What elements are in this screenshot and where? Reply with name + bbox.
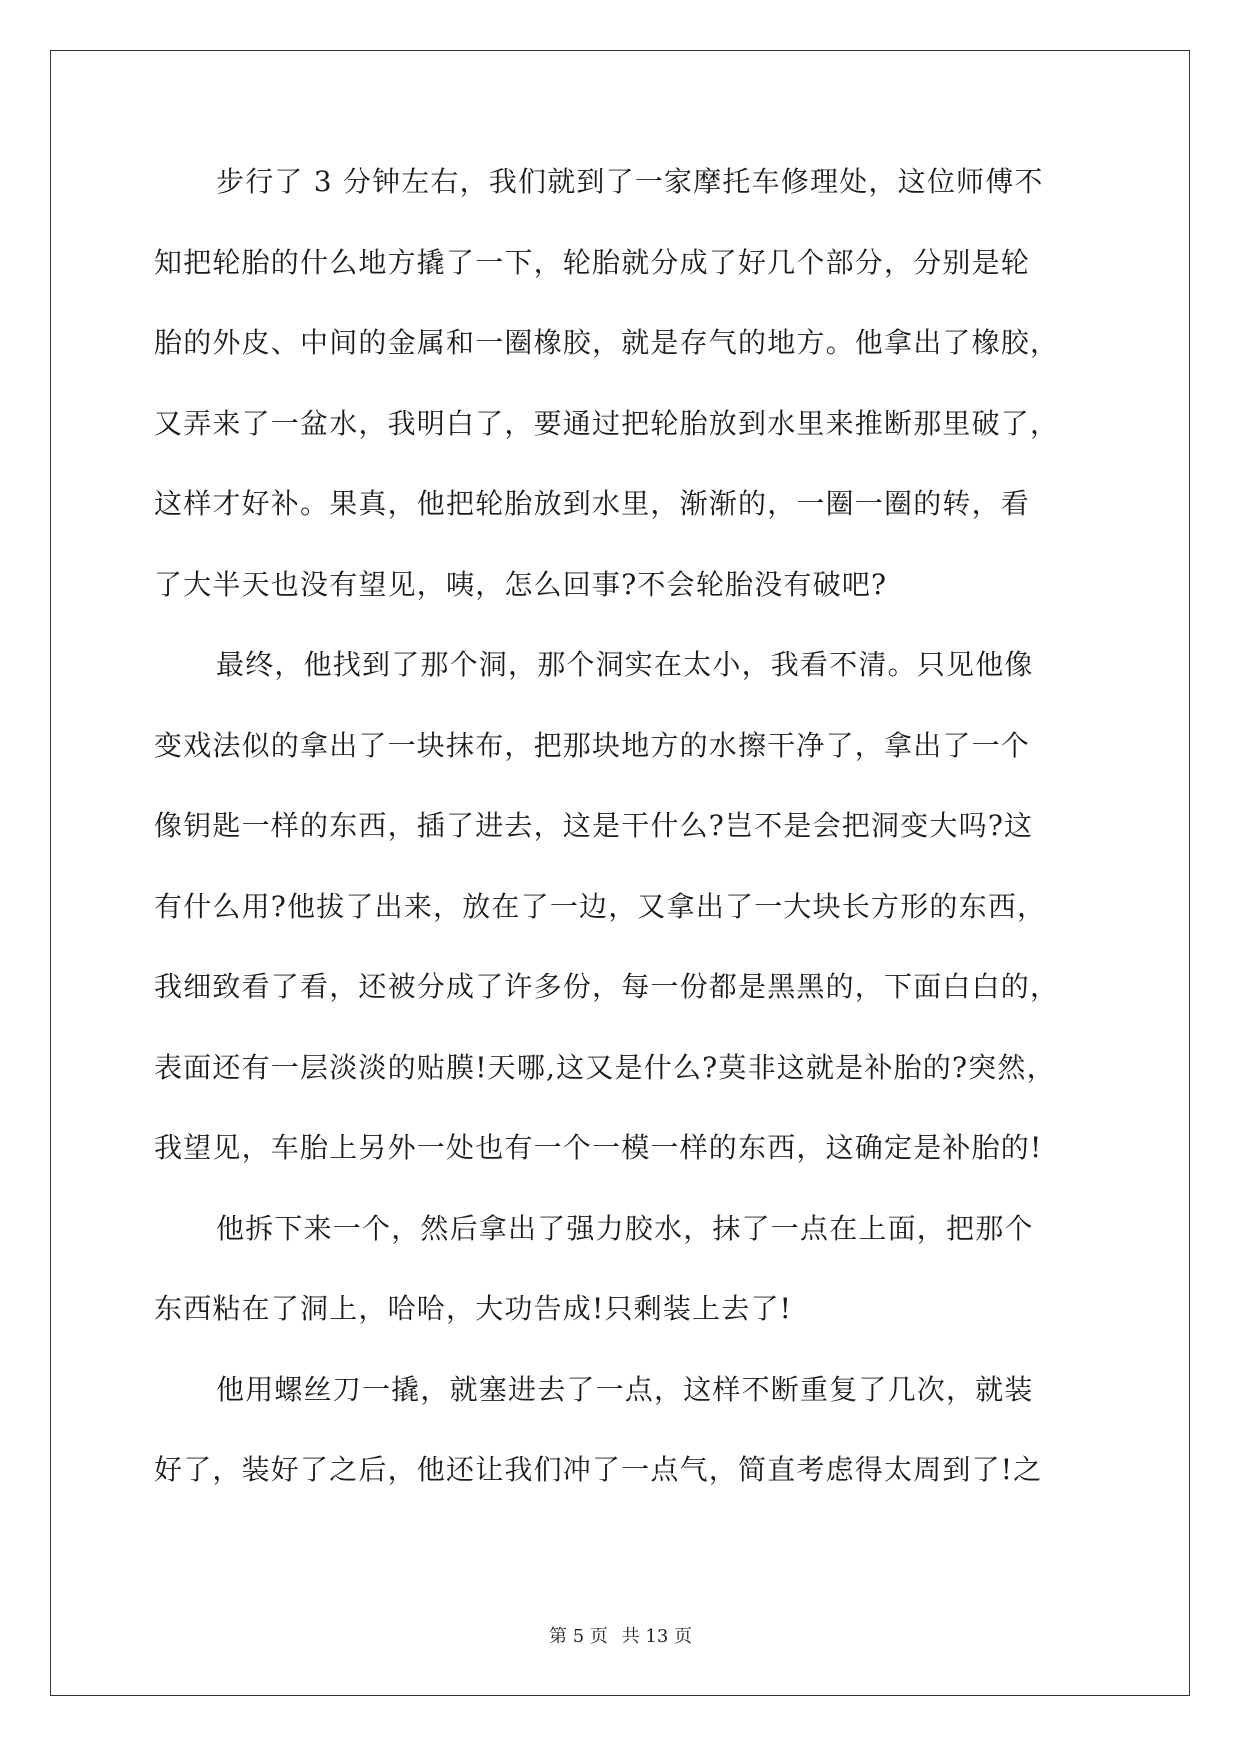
text-line: 最终，他找到了那个洞，那个洞实在太小，我看不清。只见他像: [216, 648, 1034, 681]
text-line: 他用螺丝刀一撬，就塞进去了一点，这样不断重复了几次，就装: [216, 1372, 1034, 1406]
text-line: 了大半天也没有望见，咦，怎么回事?不会轮胎没有破吧?: [154, 567, 888, 601]
text-line: 表面还有一层淡淡的贴膜!天哪,这又是什么?莫非这就是补胎的?突然，: [154, 1050, 1056, 1084]
text-line: 步行了 3 分钟左右，我们就到了一家摩托车修理处，这位师傅不: [216, 165, 1044, 198]
text-line: 又弄来了一盆水，我明白了，要通过把轮胎放到水里来推断那里破了，: [154, 406, 1060, 440]
text-line: 我望见，车胎上另外一处也有一个一模一样的东西，这确定是补胎的!: [154, 1131, 1043, 1164]
text-line: 像钥匙一样的东西，插了进去，这是干什么?岂不是会把洞变大吗?这: [154, 809, 1034, 842]
text-line: 我细致看了看，还被分成了许多份，每一份都是黑黑的，下面白白的，: [154, 970, 1060, 1003]
document-body: [154, 158, 1096, 1527]
page-number: 第 5 页: [549, 1626, 608, 1647]
text-line: 胎的外皮、中间的金属和一圈橡胶，就是存气的地方。他拿出了橡胶，: [154, 326, 1060, 359]
text-line: 好了，装好了之后，他还让我们冲了一点气，简直考虑得太周到了!之: [154, 1453, 1043, 1486]
page-total: 共 13 页: [621, 1626, 692, 1647]
text-line: 有什么用?他拔了出来，放在了一边，又拿出了一大块长方形的东西，: [154, 889, 1047, 923]
text-line: 他拆下来一个，然后拿出了强力胶水，抹了一点在上面，把那个: [216, 1211, 1034, 1245]
text-line: 这样才好补。果真，他把轮胎放到水里，渐渐的，一圈一圈的转，看: [154, 487, 1031, 520]
text-line: 知把轮胎的什么地方撬了一下，轮胎就分成了好几个部分，分别是轮: [154, 245, 1031, 279]
text-line: 变戏法似的拿出了一块抹布，把那块地方的水擦干净了，拿出了一个: [154, 728, 1031, 762]
text-line: 东西粘在了洞上，哈哈，大功告成!只剩装上去了!: [154, 1292, 793, 1325]
page-footer: [0, 1622, 1241, 1648]
